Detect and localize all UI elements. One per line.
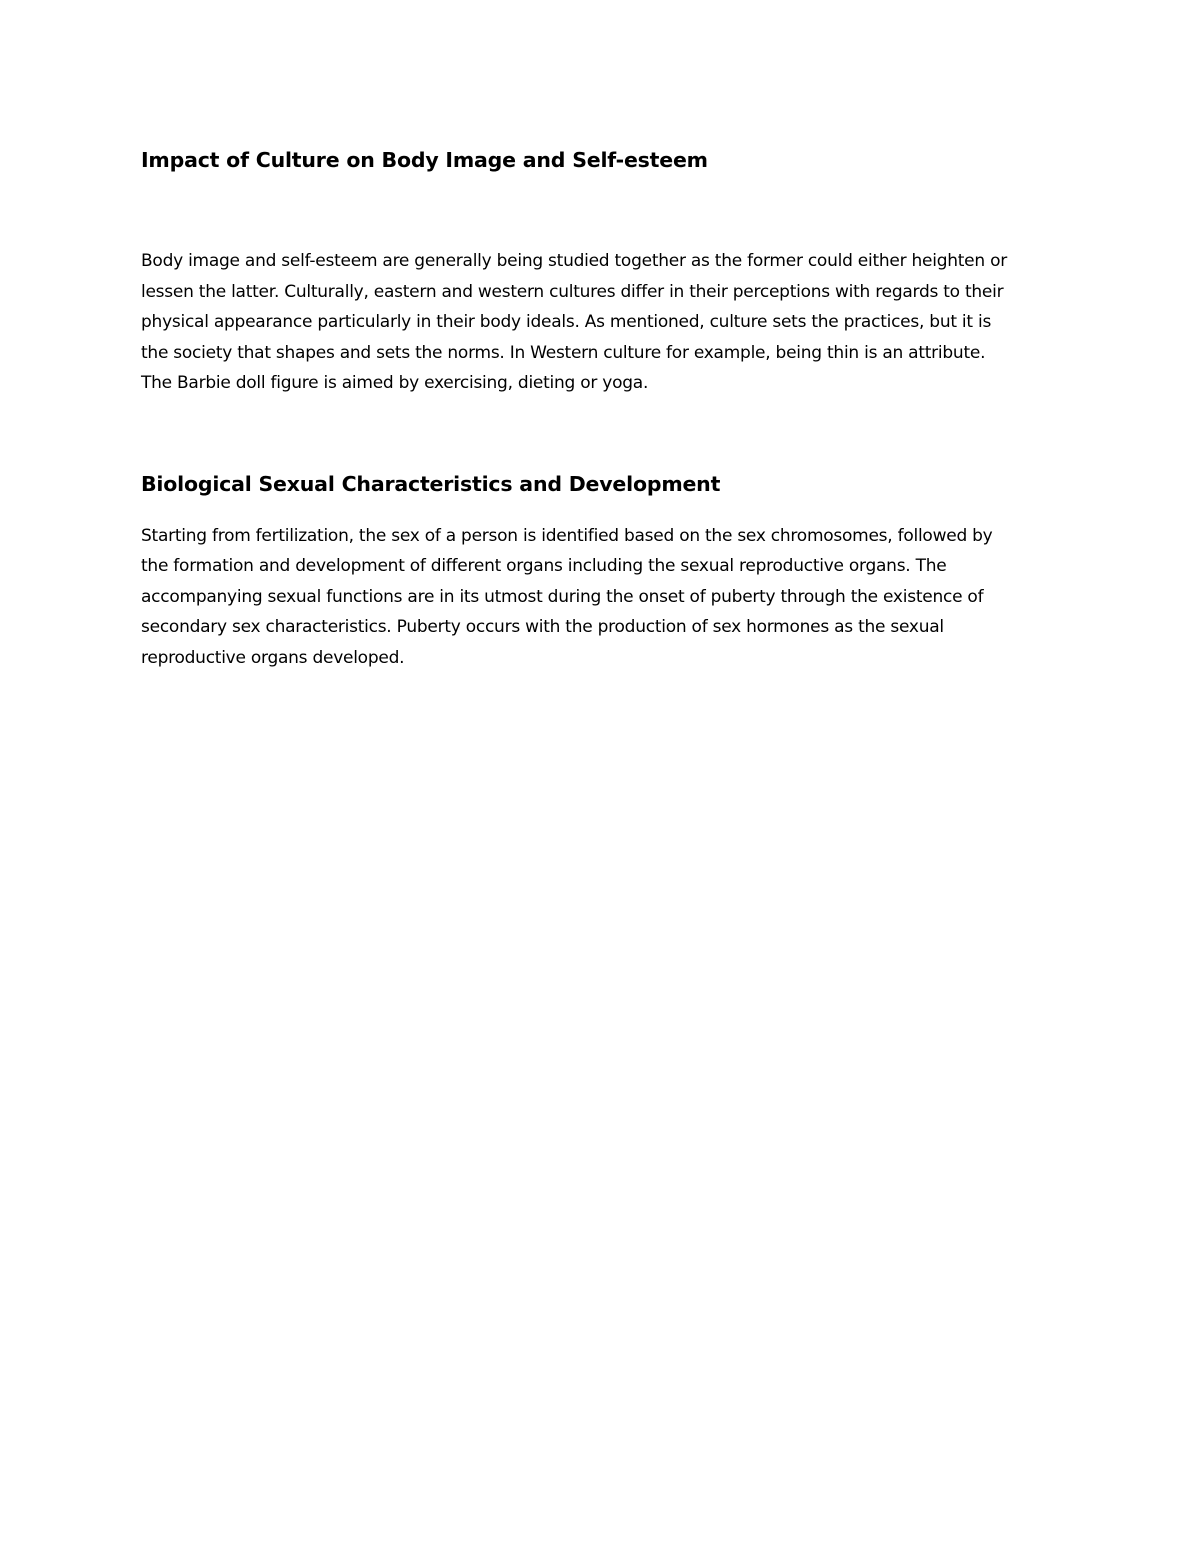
paragraph-line: physical appearance particularly in their body ideals. As mentioned, culture sets the practices, but it is (141, 312, 992, 332)
paragraph-line: the formation and development of different organs including the sexual reproductive organs. The (141, 556, 947, 576)
section-heading-biology: Biological Sexual Characteristics and Development (141, 471, 721, 496)
paragraph-line: lessen the latter. Culturally, eastern and western cultures differ in their perceptions with regards to their (141, 281, 1004, 302)
paragraph-line: secondary sex characteristics. Puberty occurs with the production of sex hormones as the sexual (141, 617, 944, 637)
paragraph-line: reproductive organs developed. (141, 647, 405, 668)
section-paragraph-biology (141, 521, 1061, 674)
paragraph-line: The Barbie doll figure is aimed by exercising, dieting or yoga. (141, 373, 649, 393)
paragraph-line: Body image and self-esteem are generally being studied together as the former could either heighten or (141, 251, 1007, 271)
section-heading-culture: Impact of Culture on Body Image and Self-esteem (141, 148, 708, 172)
document-content (141, 140, 1061, 673)
section-paragraph-culture (141, 246, 1061, 399)
paragraph-line: the society that shapes and sets the norms. In Western culture for example, being thin is an attribute. (141, 342, 986, 363)
paragraph-line: Starting from fertilization, the sex of a person is identified based on the sex chromosomes, followed by (141, 525, 993, 546)
paragraph-line: accompanying sexual functions are in its utmost during the onset of puberty through the existence of (141, 586, 984, 607)
